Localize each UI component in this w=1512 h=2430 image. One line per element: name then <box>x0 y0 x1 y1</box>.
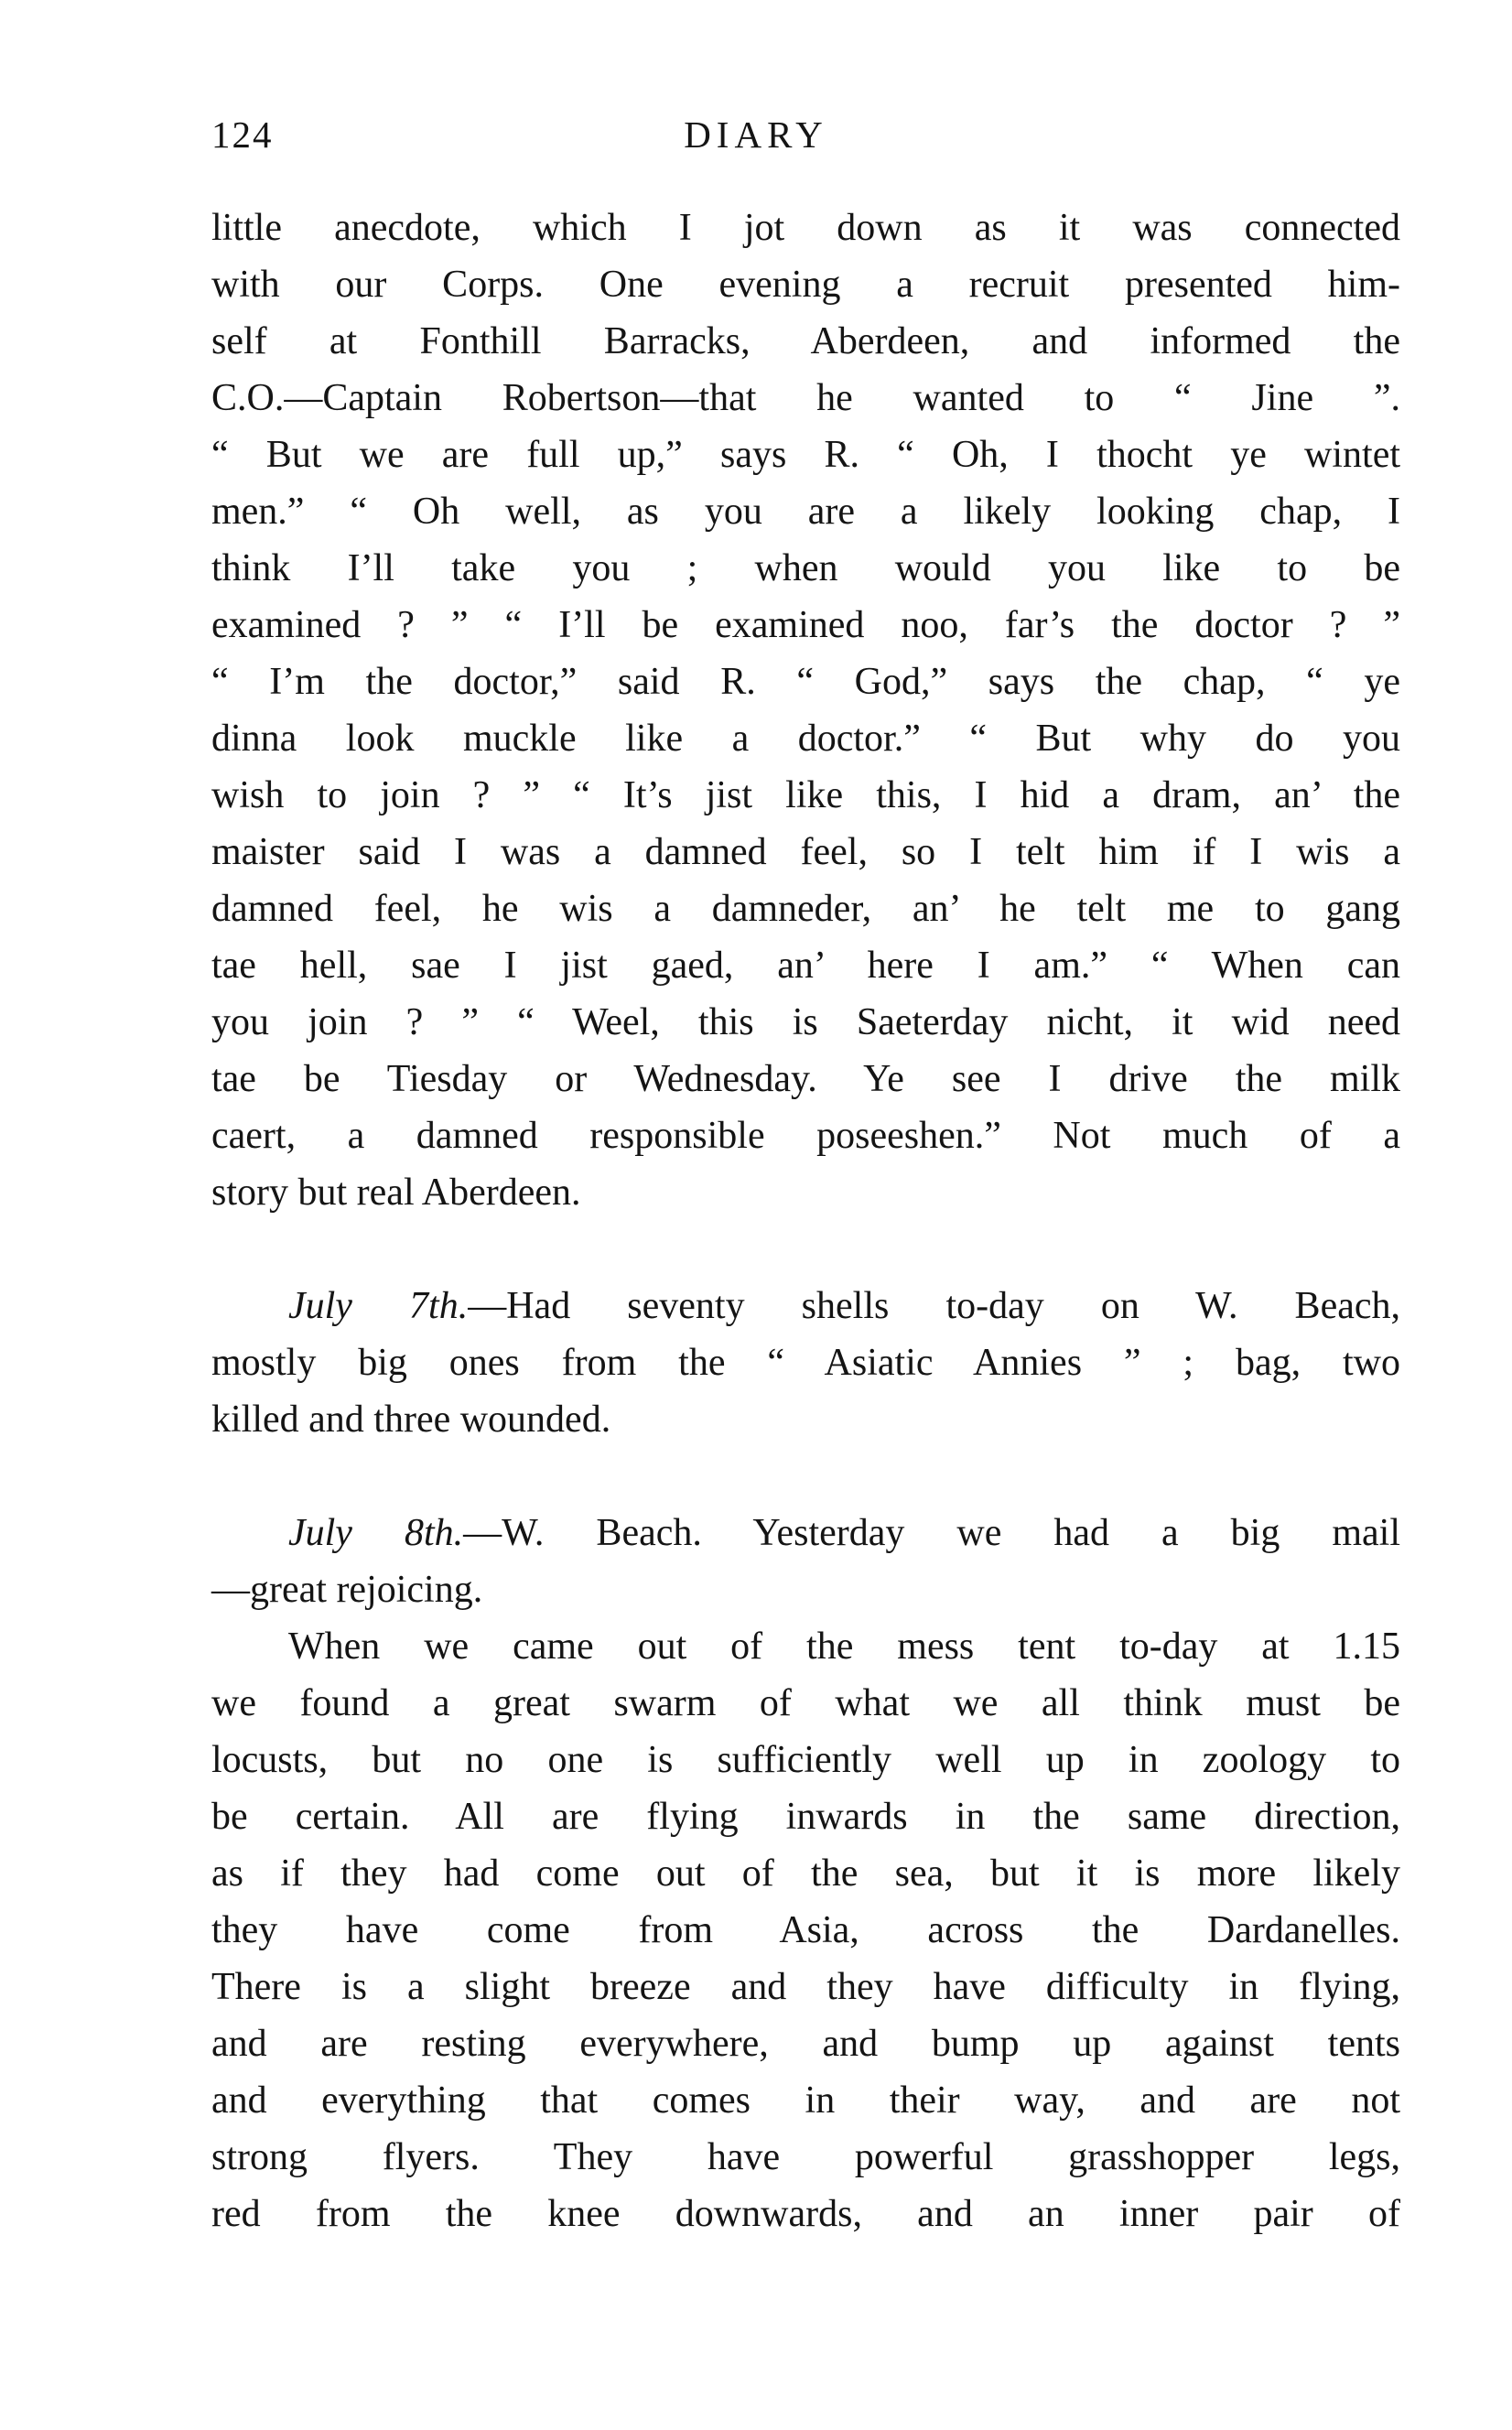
paragraph <box>211 200 1400 1221</box>
running-title: DIARY <box>684 113 828 156</box>
text-line <box>211 200 1400 256</box>
line-text: damned feel, he wis a damneder, an’ he telt me to gang <box>211 888 1400 930</box>
line-text: There is a slight breeze and they have difficulty in flying, <box>211 1966 1400 2008</box>
text-line <box>211 1788 1400 1845</box>
line-text: dinna look muckle like a doctor.” “ But why do you <box>211 718 1400 760</box>
line-text: with our Corps. One evening a recruit presented him- <box>211 264 1400 306</box>
line-text: —great rejoicing. <box>211 1569 483 1611</box>
line-text: mostly big ones from the “ Asiatic Annies ” ; bag, two <box>211 1342 1400 1384</box>
text-line <box>211 1051 1400 1107</box>
line-text: and everything that comes in their way, and are not <box>211 2079 1400 2122</box>
line-text: tae be Tiesday or Wednesday. Ye see I drive the milk <box>211 1058 1400 1100</box>
paragraph <box>211 1278 1400 1448</box>
line-text: be certain. All are flying inwards in the same direction, <box>211 1796 1400 1838</box>
line-text: think I’ll take you ; when would you like to be <box>211 547 1400 589</box>
line-text: story but real Aberdeen. <box>211 1172 581 1214</box>
line-text: wish to join ? ” “ It’s jist like this, I hid a dram, an’ the <box>211 774 1400 816</box>
line-text: —W. Beach. Yesterday we had a big mail <box>463 1512 1400 1554</box>
text-line <box>211 880 1400 937</box>
date-lead: July 8th. <box>288 1512 464 1554</box>
text-line <box>211 937 1400 994</box>
text-line <box>211 540 1400 597</box>
text-line <box>211 1902 1400 1959</box>
text-line <box>211 767 1400 824</box>
text-line <box>211 2072 1400 2129</box>
text-line <box>211 710 1400 767</box>
line-text: C.O.—Captain Robertson—that he wanted to “ Jine ”. <box>211 377 1400 419</box>
page-body <box>211 200 1400 2242</box>
text-line <box>211 370 1400 427</box>
line-text: maister said I was a damned feel, so I telt him if I wis a <box>211 831 1400 873</box>
text-line <box>211 313 1400 370</box>
page-number: 124 <box>211 113 274 156</box>
text-line <box>211 597 1400 653</box>
text-line <box>211 427 1400 483</box>
line-text: they have come from Asia, across the Dardanelles. <box>211 1909 1400 1951</box>
line-text: “ But we are full up,” says R. “ Oh, I thocht ye wintet <box>211 434 1400 476</box>
line-text: strong flyers. They have powerful grasshopper legs, <box>211 2136 1400 2178</box>
text-line <box>211 824 1400 880</box>
line-text: we found a great swarm of what we all think must be <box>211 1682 1400 1724</box>
date-lead: July 7th. <box>288 1285 469 1327</box>
text-line <box>211 653 1400 710</box>
line-text: caert, a damned responsible poseeshen.” Not much of a <box>211 1115 1400 1157</box>
text-line <box>211 2186 1400 2242</box>
line-text: killed and three wounded. <box>211 1399 611 1441</box>
text-line <box>211 256 1400 313</box>
text-line <box>211 1618 1400 1675</box>
paragraph <box>211 1618 1400 2242</box>
page-header <box>0 106 1512 163</box>
line-text: you join ? ” “ Weel, this is Saeterday nicht, it wid need <box>211 1001 1400 1043</box>
line-text: and are resting everywhere, and bump up against tents <box>211 2023 1400 2065</box>
line-text: men.” “ Oh well, as you are a likely looking chap, I <box>211 491 1400 533</box>
line-text: as if they had come out of the sea, but it is more likely <box>211 1852 1400 1895</box>
line-text: locusts, but no one is sufficiently well up in zoology to <box>211 1739 1400 1781</box>
text-line <box>211 1164 1400 1221</box>
text-line <box>211 1561 1400 1618</box>
text-line <box>211 1959 1400 2015</box>
text-line <box>211 1732 1400 1788</box>
line-text: —Had seventy shells to-day on W. Beach, <box>468 1285 1400 1327</box>
text-line <box>211 1107 1400 1164</box>
line-text: When we came out of the mess tent to-day at 1.15 <box>288 1625 1400 1668</box>
text-line <box>211 483 1400 540</box>
line-text: red from the knee downwards, and an inner pair of <box>211 2193 1400 2235</box>
text-line <box>211 2129 1400 2186</box>
line-text: little anecdote, which I jot down as it was connected <box>211 207 1400 249</box>
line-text: self at Fonthill Barracks, Aberdeen, and informed the <box>211 320 1400 362</box>
line-text: “ I’m the doctor,” said R. “ God,” says the chap, “ ye <box>211 661 1400 703</box>
paragraph <box>211 1505 1400 1618</box>
text-line <box>211 1391 1400 1448</box>
text-line <box>211 2015 1400 2072</box>
line-text: examined ? ” “ I’ll be examined noo, far’s the doctor ? ” <box>211 604 1400 646</box>
text-line <box>211 1334 1400 1391</box>
text-line <box>211 1278 1400 1334</box>
line-text: tae hell, sae I jist gaed, an’ here I am.” “ When can <box>211 945 1400 987</box>
text-line <box>211 994 1400 1051</box>
text-line <box>211 1675 1400 1732</box>
text-line <box>211 1845 1400 1902</box>
text-line <box>211 1505 1400 1561</box>
